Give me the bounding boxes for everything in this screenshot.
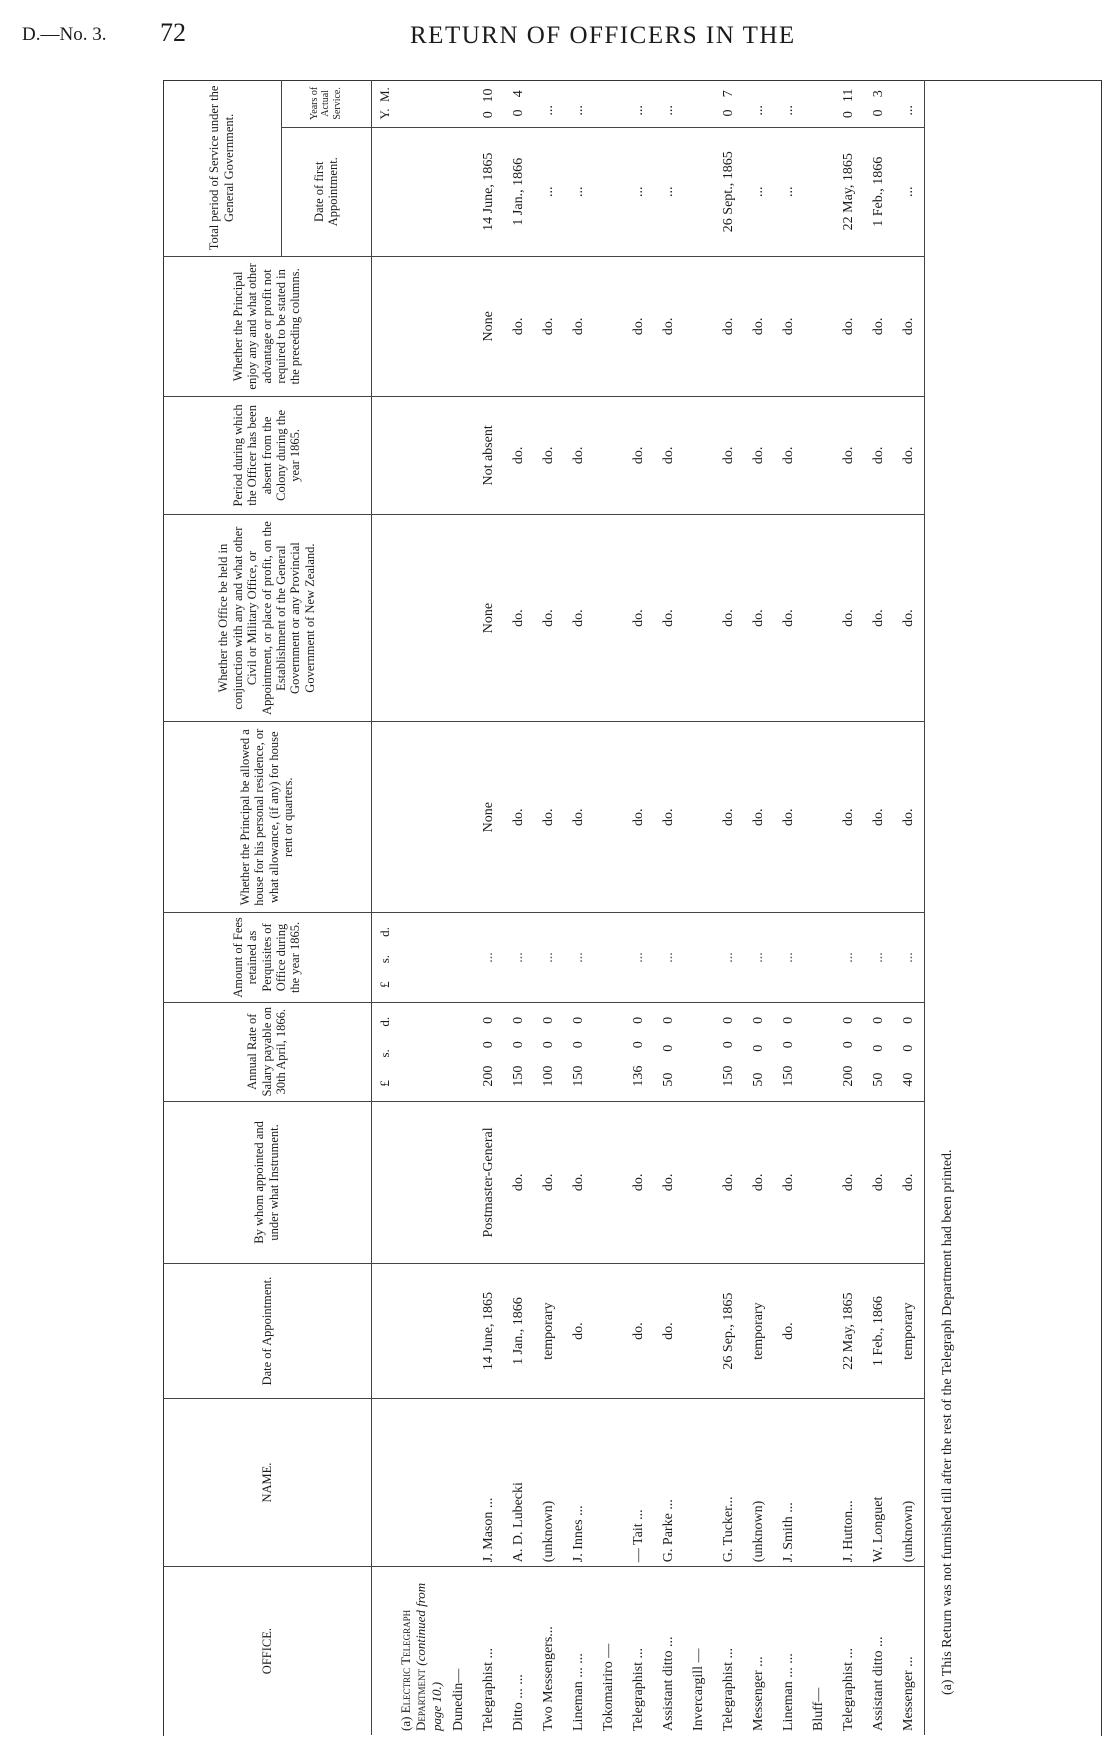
salary-pence: 0 — [781, 1016, 797, 1024]
house-cell: do. — [894, 722, 924, 913]
house-cell: do. — [714, 722, 744, 913]
salary-shillings: 0 — [901, 1044, 917, 1052]
fees-cell: ... — [564, 913, 594, 1003]
officers-return-table — [163, 80, 924, 1735]
salary-cell — [474, 1002, 504, 1101]
advantage-cell: None — [474, 256, 504, 396]
service-years: ... — [631, 105, 647, 116]
group-row — [804, 80, 834, 1735]
name-cell: A. D. Lubecki — [504, 1398, 534, 1566]
conjunction-cell: do. — [714, 514, 744, 722]
office-cell: Messenger ... — [894, 1567, 924, 1735]
name-cell: G. Tucker... — [714, 1398, 744, 1566]
salary-pence: 0 — [721, 1016, 737, 1024]
salary-pence: 0 — [751, 1016, 767, 1024]
appointed-by-cell: do. — [894, 1101, 924, 1264]
advantage-cell: do. — [744, 256, 774, 396]
page-title: RETURN OF OFFICERS IN THE — [410, 22, 796, 49]
first-appointment-cell: 1 Feb., 1866 — [864, 127, 894, 256]
service-years: ... — [781, 105, 797, 116]
salary-pence: 0 — [661, 1016, 677, 1024]
salary-shillings: 0 — [781, 1041, 797, 1049]
appointed-by-cell: do. — [654, 1101, 684, 1264]
fees-cell: ... — [534, 913, 564, 1003]
fees-cell: ... — [624, 913, 654, 1003]
salary-shillings: 0 — [481, 1041, 497, 1049]
date-cell: temporary — [744, 1264, 774, 1399]
service-unit-months: M. — [376, 87, 392, 103]
service-months: 4 — [511, 90, 527, 98]
fees-cell: ... — [654, 913, 684, 1003]
salary-pounds: 150 — [571, 1065, 587, 1087]
service-years: 0 — [721, 109, 737, 117]
service-months: 11 — [841, 88, 857, 103]
service-years: ... — [541, 105, 557, 116]
col-total-service-header: Total period of Service under the General Government. — [163, 80, 281, 256]
years-service-cell — [864, 80, 894, 127]
service-unit-years: Y. — [376, 108, 392, 120]
units-row — [371, 80, 398, 1735]
first-appointment-cell: ... — [744, 127, 774, 256]
salary-cell — [894, 1002, 924, 1101]
date-cell: do. — [564, 1264, 594, 1399]
table-row — [504, 80, 534, 1735]
date-cell: do. — [774, 1264, 804, 1399]
salary-shillings: 0 — [661, 1044, 677, 1052]
absent-cell: do. — [504, 397, 534, 515]
salary-cell — [834, 1002, 864, 1101]
section-heading — [398, 1567, 445, 1735]
col-years-service-header: Years of Actual Service. — [281, 80, 371, 127]
salary-pounds: 50 — [871, 1072, 887, 1087]
years-service-cell — [564, 80, 594, 127]
absent-cell: do. — [834, 397, 864, 515]
salary-pounds: 50 — [661, 1072, 677, 1087]
conjunction-cell: None — [474, 514, 504, 722]
service-months: 7 — [721, 90, 737, 98]
conjunction-cell: do. — [864, 514, 894, 722]
name-cell: (unknown) — [534, 1398, 564, 1566]
name-cell: J. Hutton... — [834, 1398, 864, 1566]
appointed-by-cell: do. — [504, 1101, 534, 1264]
name-cell: W. Longuet — [864, 1398, 894, 1566]
absent-cell: do. — [774, 397, 804, 515]
fees-cell: ... — [894, 913, 924, 1003]
date-cell: 22 May, 1865 — [834, 1264, 864, 1399]
salary-pence: 0 — [481, 1016, 497, 1024]
fees-cell: ... — [474, 913, 504, 1003]
section-continued: (continued from page 10.) — [413, 1582, 444, 1731]
fees-cell: ... — [714, 913, 744, 1003]
salary-unit-shillings: s. — [376, 1049, 392, 1058]
house-cell: None — [474, 722, 504, 913]
advantage-cell: do. — [774, 256, 804, 396]
service-years: 0 — [481, 111, 497, 119]
salary-cell — [504, 1002, 534, 1101]
group-label: Bluff— — [804, 1567, 834, 1735]
document-reference: D.—No. 3. — [22, 24, 107, 45]
absent-cell: do. — [744, 397, 774, 515]
service-years: 0 — [871, 109, 887, 117]
first-appointment-cell: 14 June, 1865 — [474, 127, 504, 256]
years-service-cell — [474, 80, 504, 127]
salary-shillings: 0 — [841, 1041, 857, 1049]
footnote-table — [924, 80, 971, 1735]
absent-cell: do. — [894, 397, 924, 515]
salary-pounds: 136 — [631, 1065, 647, 1087]
name-cell: J. Innes ... — [564, 1398, 594, 1566]
appointed-by-cell: Postmaster-General — [474, 1101, 504, 1264]
office-cell: Telegraphist ... — [714, 1567, 744, 1735]
office-cell: Ditto ... ... — [504, 1567, 534, 1735]
date-cell: 14 June, 1865 — [474, 1264, 504, 1399]
salary-shillings: 0 — [721, 1041, 737, 1049]
house-cell: do. — [744, 722, 774, 913]
office-cell: Assistant ditto ... — [654, 1567, 684, 1735]
salary-pence: 0 — [901, 1016, 917, 1024]
group-label: Invercargill — — [684, 1567, 714, 1735]
service-years: 0 — [841, 111, 857, 119]
office-cell: Telegraphist ... — [624, 1567, 654, 1735]
service-years: 0 — [511, 109, 527, 117]
salary-pence: 0 — [871, 1016, 887, 1024]
col-first-appointment-header: Date of first Appointment. — [281, 127, 371, 256]
conjunction-cell: do. — [744, 514, 774, 722]
col-absent-header: Period during which the Officer has been absent from the Colony during the year 1865. — [163, 397, 371, 515]
appointed-by-cell: do. — [864, 1101, 894, 1264]
col-name-header: NAME. — [163, 1398, 371, 1566]
service-months: 3 — [871, 90, 887, 98]
years-service-cell — [714, 80, 744, 127]
salary-cell — [564, 1002, 594, 1101]
salary-pence: 0 — [841, 1016, 857, 1024]
footnote: (a) This Return was not furnished till after the rest of the Telegraph Department had been printed. — [925, 80, 972, 1735]
first-appointment-cell: ... — [774, 127, 804, 256]
house-cell: do. — [624, 722, 654, 913]
office-cell: Telegraphist ... — [474, 1567, 504, 1735]
office-cell: Assistant ditto ... — [864, 1567, 894, 1735]
first-appointment-cell: ... — [564, 127, 594, 256]
salary-pence: 0 — [541, 1016, 557, 1024]
office-cell: Lineman ... ... — [564, 1567, 594, 1735]
years-service-cell — [774, 80, 804, 127]
advantage-cell: do. — [504, 256, 534, 396]
appointed-by-cell: do. — [834, 1101, 864, 1264]
advantage-cell: do. — [624, 256, 654, 396]
absent-cell: Not absent — [474, 397, 504, 515]
house-cell: do. — [864, 722, 894, 913]
salary-pounds: 150 — [511, 1065, 527, 1087]
salary-pounds: 150 — [721, 1065, 737, 1087]
years-service-cell — [894, 80, 924, 127]
conjunction-cell: do. — [564, 514, 594, 722]
office-cell: Messenger ... — [744, 1567, 774, 1735]
advantage-cell: do. — [564, 256, 594, 396]
table-row — [654, 80, 684, 1735]
years-service-cell — [504, 80, 534, 127]
name-cell: — Tait ... — [624, 1398, 654, 1566]
table-row — [834, 80, 864, 1735]
table-body — [371, 80, 924, 1735]
appointed-by-cell: do. — [714, 1101, 744, 1264]
appointed-by-cell: do. — [534, 1101, 564, 1264]
salary-pence: 0 — [631, 1016, 647, 1024]
page-number: 72 — [160, 18, 186, 47]
date-cell: 1 Feb., 1866 — [864, 1264, 894, 1399]
advantage-cell: do. — [534, 256, 564, 396]
service-years: ... — [661, 105, 677, 116]
years-service-cell — [834, 80, 864, 127]
salary-cell — [654, 1002, 684, 1101]
col-fees-header: Amount of Fees retained as Perquisites of Office during the year 1865. — [163, 913, 371, 1003]
date-cell: 26 Sep., 1865 — [714, 1264, 744, 1399]
group-label: Dunedin— — [444, 1567, 474, 1735]
fees-cell: ... — [864, 913, 894, 1003]
section-heading-row — [398, 80, 445, 1735]
salary-shillings: 0 — [751, 1044, 767, 1052]
years-service-cell — [624, 80, 654, 127]
advantage-cell: do. — [864, 256, 894, 396]
appointed-by-cell: do. — [564, 1101, 594, 1264]
advantage-cell: do. — [654, 256, 684, 396]
absent-cell: do. — [534, 397, 564, 515]
absent-cell: do. — [624, 397, 654, 515]
appointed-by-cell: do. — [774, 1101, 804, 1264]
house-cell: do. — [774, 722, 804, 913]
conjunction-cell: do. — [504, 514, 534, 722]
col-house-header: Whether the Principal be allowed a house for his personal residence, or what allowance, (if any) for house rent or quarters. — [163, 722, 371, 913]
conjunction-cell: do. — [654, 514, 684, 722]
service-years: ... — [901, 105, 917, 116]
years-service-cell — [534, 80, 564, 127]
salary-cell — [714, 1002, 744, 1101]
absent-cell: do. — [654, 397, 684, 515]
salary-pounds: 100 — [541, 1065, 557, 1087]
fees-cell: ... — [774, 913, 804, 1003]
table-row — [474, 80, 504, 1735]
house-cell: do. — [534, 722, 564, 913]
fees-unit-shillings: s. — [376, 954, 392, 964]
salary-pounds: 50 — [751, 1072, 767, 1087]
office-cell: Lineman ... ... — [774, 1567, 804, 1735]
house-cell: do. — [504, 722, 534, 913]
table-row — [744, 80, 774, 1735]
office-cell: Two Messengers... — [534, 1567, 564, 1735]
salary-pounds: 200 — [841, 1065, 857, 1087]
office-cell: Telegraphist ... — [834, 1567, 864, 1735]
fees-unit-pence: d. — [376, 927, 392, 937]
salary-unit-pence: d. — [376, 1016, 392, 1027]
col-by-whom-header: By whom appointed and under what Instrument. — [163, 1101, 371, 1264]
salary-pounds: 150 — [781, 1065, 797, 1087]
conjunction-cell: do. — [624, 514, 654, 722]
table-row — [864, 80, 894, 1735]
table-row — [564, 80, 594, 1735]
col-advantage-header: Whether the Principal enjoy any and what other advantage or profit not required to be stated in the preceding columns. — [163, 256, 371, 396]
table-row — [714, 80, 744, 1735]
salary-cell — [744, 1002, 774, 1101]
salary-shillings: 0 — [541, 1041, 557, 1049]
absent-cell: do. — [564, 397, 594, 515]
col-salary-header: Annual Rate of Salary payable on 30th April, 1866. — [163, 1002, 371, 1101]
first-appointment-cell: ... — [894, 127, 924, 256]
conjunction-cell: do. — [534, 514, 564, 722]
table-row — [534, 80, 564, 1735]
first-appointment-cell: ... — [624, 127, 654, 256]
salary-unit-pounds: £ — [376, 1080, 392, 1087]
first-appointment-cell: 22 May, 1865 — [834, 127, 864, 256]
name-cell: J. Smith ... — [774, 1398, 804, 1566]
absent-cell: do. — [864, 397, 894, 515]
first-appointment-cell: 26 Sept., 1865 — [714, 127, 744, 256]
salary-pounds: 40 — [901, 1072, 917, 1087]
salary-shillings: 0 — [511, 1041, 527, 1049]
fees-cell: ... — [504, 913, 534, 1003]
years-service-cell — [654, 80, 684, 127]
conjunction-cell: do. — [894, 514, 924, 722]
advantage-cell: do. — [714, 256, 744, 396]
service-years: ... — [751, 105, 767, 116]
name-cell: (unknown) — [894, 1398, 924, 1566]
table-row — [624, 80, 654, 1735]
date-cell: do. — [624, 1264, 654, 1399]
section-prefix: (a) — [397, 1713, 413, 1731]
salary-cell — [534, 1002, 564, 1101]
salary-cell — [864, 1002, 894, 1101]
salary-pounds: 200 — [481, 1065, 497, 1087]
salary-shillings: 0 — [871, 1044, 887, 1052]
salary-shillings: 0 — [571, 1041, 587, 1049]
name-cell: (unknown) — [744, 1398, 774, 1566]
appointed-by-cell: do. — [744, 1101, 774, 1264]
fees-cell: ... — [834, 913, 864, 1003]
section-title: Electric Telegraph Department — [397, 1609, 429, 1731]
years-service-cell — [744, 80, 774, 127]
advantage-cell: do. — [894, 256, 924, 396]
date-cell: temporary — [534, 1264, 564, 1399]
conjunction-cell: do. — [834, 514, 864, 722]
col-conjunction-header: Whether the Office be held in conjunction with any and what other Civil or Military Office, or Appointment, or place of profit, on the Establishment of the General Government or any Provincial Government of New Zealand. — [163, 514, 371, 722]
conjunction-cell: do. — [774, 514, 804, 722]
fees-cell: ... — [744, 913, 774, 1003]
house-cell: do. — [834, 722, 864, 913]
group-label: Tokomairiro — — [594, 1567, 624, 1735]
absent-cell: do. — [714, 397, 744, 515]
rotated-return-table — [163, 80, 1100, 1735]
appointed-by-cell: do. — [624, 1101, 654, 1264]
fees-unit-pounds: £ — [376, 981, 392, 988]
salary-shillings: 0 — [631, 1041, 647, 1049]
col-date-appointment-header: Date of Appointment. — [163, 1264, 371, 1399]
service-years: ... — [571, 105, 587, 116]
date-cell: temporary — [894, 1264, 924, 1399]
group-row — [594, 80, 624, 1735]
table-row — [774, 80, 804, 1735]
date-cell: do. — [654, 1264, 684, 1399]
date-cell: 1 Jan., 1866 — [504, 1264, 534, 1399]
salary-cell — [774, 1002, 804, 1101]
first-appointment-cell: ... — [654, 127, 684, 256]
col-office-header: OFFICE. — [163, 1567, 371, 1735]
advantage-cell: do. — [834, 256, 864, 396]
house-cell: do. — [564, 722, 594, 913]
salary-pence: 0 — [571, 1016, 587, 1024]
group-row — [444, 80, 474, 1735]
service-months: 10 — [481, 88, 497, 103]
first-appointment-cell: ... — [534, 127, 564, 256]
salary-cell — [624, 1002, 654, 1101]
name-cell: J. Mason ... — [474, 1398, 504, 1566]
house-cell: do. — [654, 722, 684, 913]
name-cell: G. Parke ... — [654, 1398, 684, 1566]
group-row — [684, 80, 714, 1735]
salary-pence: 0 — [511, 1016, 527, 1024]
first-appointment-cell: 1 Jan., 1866 — [504, 127, 534, 256]
table-row — [894, 80, 924, 1735]
